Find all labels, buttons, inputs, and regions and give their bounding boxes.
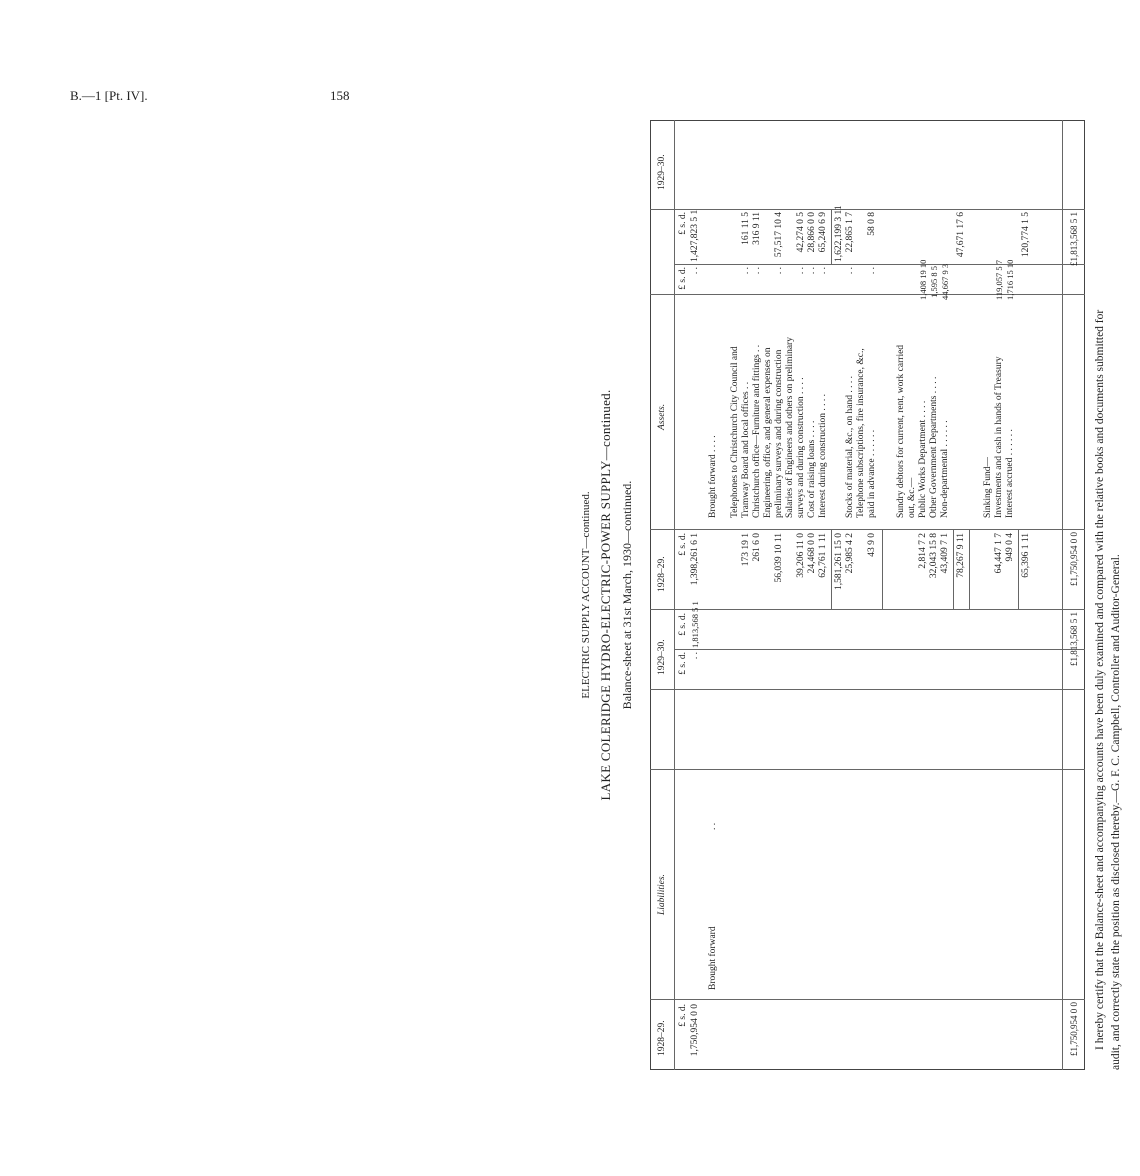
asset-subs-label: Telephone subscriptions, fire insurance, &c.,	[856, 348, 866, 518]
asset-inner-9: . .	[818, 267, 828, 275]
asset-inner-2: . .	[741, 267, 751, 275]
asset-advance-prev: 43 9 0	[867, 533, 877, 557]
asset-prev-5: 56,039 10 11	[774, 533, 784, 583]
sinking-interest-curr: 1,716 15 10	[1005, 259, 1015, 300]
asset-curr-2: 161 11 5	[741, 212, 751, 245]
asset-label-4: Engineering, office, and general expenses on	[763, 347, 773, 518]
liabilities-heading: Liabilities.	[657, 874, 667, 915]
liab-curr-units-inner: £ s. d.	[678, 652, 688, 675]
sinking-interest-prev: 949 0 4	[1005, 533, 1015, 562]
liab-curr-year-head: 1929–30.	[657, 639, 667, 675]
liab-total-prev: £1,750,954 0 0	[1069, 1002, 1079, 1056]
debtor-pwd-label: Public Works Department . . . .	[918, 400, 928, 518]
debtor-nd-prev: 43,409 7 1	[940, 533, 950, 574]
asset-inner-8: . .	[807, 267, 817, 275]
asset-label-9: Interest during construction . . . .	[818, 393, 828, 518]
rotated-balance-sheet	[580, 60, 1140, 1070]
debtor-nd-label: Non-departmental . . . . . .	[940, 420, 950, 518]
asset-curr-5: 57,517 10 4	[774, 212, 784, 258]
document-reference: B.—1 [Pt. IV].	[70, 88, 148, 103]
debtor-nd-curr: 44,667 9 3	[940, 263, 950, 300]
asset-stocks-inner: . .	[845, 267, 855, 275]
debtor-pwd-curr: 1,408 19 10	[918, 259, 928, 300]
asset-total-prev: £1,750,954 0 0	[1069, 532, 1079, 586]
asset-curr-units-inner: £ s. d.	[678, 267, 688, 290]
asset-prev-9: 62,761 1 11	[818, 533, 828, 578]
liab-curr-units-outer: £ s. d.	[678, 613, 688, 636]
asset-prev-bf: 1,398,261 6 1	[690, 533, 700, 586]
debtor-ogd-prev: 32,043 15 8	[929, 533, 939, 579]
asset-advance-inner: . .	[867, 267, 877, 275]
asset-inner-3: . .	[752, 267, 762, 275]
debtors-total-prev: 78,267 9 11	[956, 533, 966, 578]
sinking-total-prev: 65,396 1 11	[1021, 533, 1031, 578]
liab-prev-value: 1,750,954 0 0	[690, 1004, 700, 1057]
debtors-title-2: out, &c.—	[907, 477, 917, 518]
sinking-total-curr: 120,774 1 5	[1021, 212, 1031, 258]
asset-prev-2: 173 19 1	[741, 533, 751, 567]
asset-total-curr: £1,813,568 5 1	[1069, 212, 1079, 266]
certificate-line-1: I hereby certify that the Balance-sheet and accompanying accounts have been duly examined and compared with the relative books and documents submitted for	[1094, 309, 1106, 1050]
sinking-invest-label: Investments and cash in hands of Treasury	[994, 356, 1004, 518]
liab-prev-units: £ s. d.	[678, 1004, 688, 1027]
liab-total-curr: £1,813,568 5 1	[1069, 612, 1079, 666]
asset-curr-bf: 1,427,823 5 1	[690, 209, 700, 262]
liab-leader-dots: . .	[708, 822, 718, 830]
asset-prev-7: 39,206 11 0	[796, 533, 806, 578]
liab-curr-inner: . .	[690, 652, 700, 660]
asset-stocks-label: Stocks of material, &c., on hand . . . .	[845, 376, 855, 518]
asset-curr-7: 42,274 0 5	[796, 212, 806, 253]
certificate-line-2: audit, and correctly state the position as disclosed thereby.—G. F. C. Campbell, Controller and Auditor-General.	[1110, 554, 1122, 1070]
debtors-total-curr: 47,671 17 6	[956, 212, 966, 258]
sinking-title: Sinking Fund—	[983, 457, 993, 518]
asset-label-7: surveys and during construction . . . .	[796, 377, 806, 518]
asset-curr-subtotal: 1,622,199 3 11	[834, 205, 844, 262]
auditor-certificate	[1092, 120, 1124, 1070]
asset-label-8: Cost of raising loans . . . .	[807, 420, 817, 518]
assets-heading: Assets.	[657, 403, 667, 430]
asset-prev-year-head: 1928–29.	[657, 556, 667, 592]
asset-stocks-curr: 22,865 1 7	[845, 212, 855, 253]
asset-prev-subtotal: 1,581,261 15 0	[834, 533, 844, 590]
asset-curr-year-head: 1929–30.	[657, 154, 667, 190]
balance-sheet-table	[650, 120, 1085, 1070]
asset-label-2: Tramway Board and local offices . .	[741, 381, 751, 518]
asset-curr-units-outer: £ s. d.	[678, 212, 688, 235]
asset-label-1: Telephones to Christchurch City Council and	[730, 346, 740, 518]
sinking-invest-curr: 119,057 5 7	[994, 259, 1004, 300]
debtor-ogd-label: Other Government Departments . . . .	[929, 376, 939, 518]
sinking-invest-prev: 64,447 1 7	[994, 533, 1004, 574]
liab-prev-year-head: 1928–29.	[657, 1020, 667, 1056]
sinking-interest-label: Interest accrued . . . . . .	[1005, 429, 1015, 518]
page-number: 158	[330, 88, 350, 103]
debtor-pwd-prev: 2,814 7 2	[918, 533, 928, 569]
asset-curr-8: 28,866 0 0	[807, 212, 817, 253]
liab-curr-value: 1,813,568 5 1	[690, 601, 700, 648]
asset-bf-inner: . .	[690, 267, 700, 275]
asset-inner-7: . .	[796, 267, 806, 275]
balance-sheet-title: Balance-sheet at 31st March, 1930—continued.	[620, 480, 634, 710]
asset-label-6: Salaries of Engineers and others on preliminary	[785, 337, 795, 518]
asset-prev-units: £ s. d.	[678, 533, 688, 556]
debtor-ogd-curr: 1,595 8 5	[929, 266, 939, 298]
asset-prev-8: 24,468 0 0	[807, 533, 817, 574]
asset-prev-3: 261 6 0	[752, 533, 762, 562]
asset-advance-curr: 58 0 8	[867, 212, 877, 236]
liab-brought-forward: Brought forward	[708, 926, 718, 990]
asset-inner-5: . .	[774, 267, 784, 275]
asset-curr-3: 316 9 11	[752, 212, 762, 245]
debtors-title: Sundry debtors for current, rent, work carried	[896, 344, 906, 518]
asset-label-5: preliminary surveys and during construction	[774, 349, 784, 518]
asset-bf-label: Brought forward . . . .	[708, 435, 718, 518]
asset-label-3: Christchurch office—Furniture and fittings . .	[752, 344, 762, 518]
scheme-title: LAKE COLERIDGE HYDRO-ELECTRIC-POWER SUPPLY—continued.	[598, 389, 613, 801]
account-title: ELECTRIC SUPPLY ACCOUNT—continued.	[580, 491, 592, 699]
asset-advance-label: paid in advance . . . . . .	[867, 429, 877, 518]
asset-curr-9: 65,240 6 9	[818, 212, 828, 253]
asset-stocks-prev: 25,985 4 2	[845, 533, 855, 574]
